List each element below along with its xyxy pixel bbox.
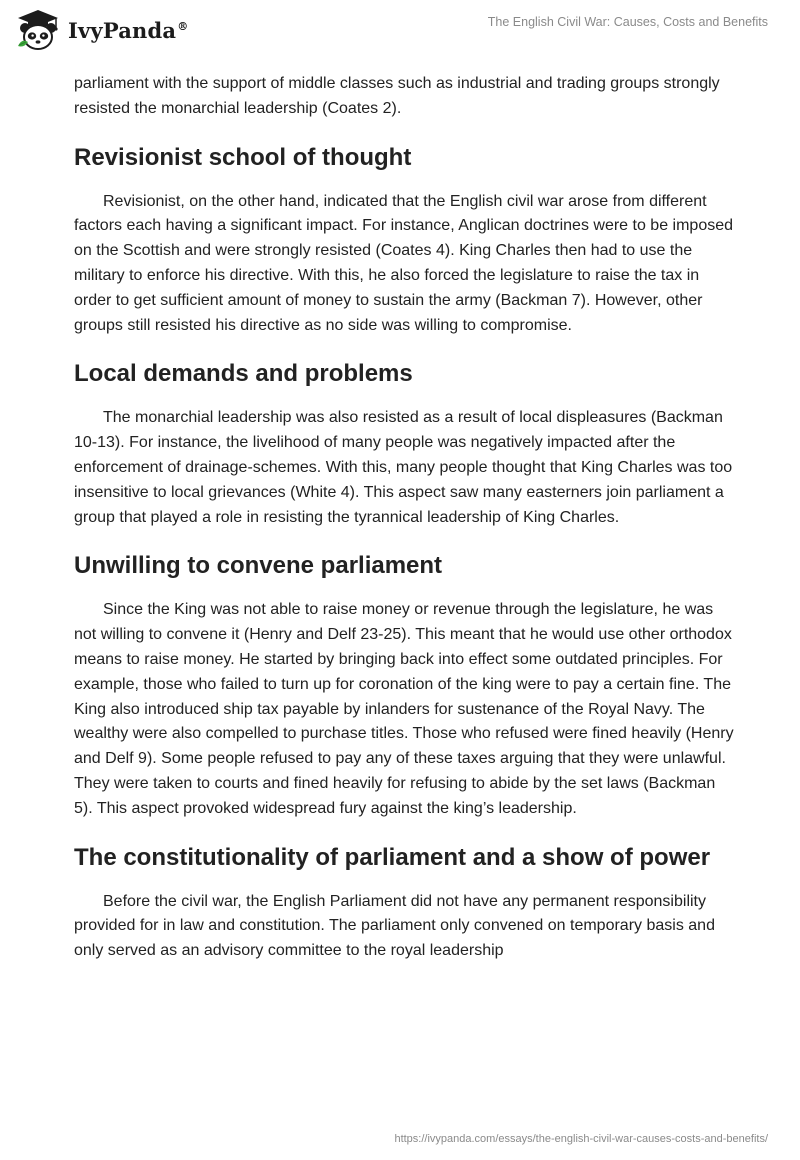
essay-content (74, 72, 734, 964)
document-title: The English Civil War: Causes, Costs and Benefits (487, 15, 768, 29)
section-heading: Local demands and problems (74, 360, 413, 388)
brand-name: IvyPanda® (68, 17, 189, 43)
section-heading: Revisionist school of thought (74, 143, 412, 171)
section-heading: The constitutionality of parliament and a show of power (74, 843, 711, 871)
intro-paragraph: parliament with the support of middle classes such as industrial and trading groups strongly resisted the monarchial leadership (Coates 2). (74, 75, 720, 117)
panda-icon (14, 8, 62, 52)
page-header (0, 0, 800, 60)
section-paragraph: The monarchial leadership was also resisted as a result of local displeasures (Backman 10-13). For instance, the livelihood of many people was negatively impacted after the enforcement of drainage-schemes. With this, many people thought that King Charles was too insensitive to local grievances (White 4). This aspect saw many easterners join parliament a group that played a role in resisting the tyrannical leadership of King Charles. (74, 409, 733, 526)
section-paragraph: Before the civil war, the English Parliament did not have any permanent responsibility provided for in law and constitution. The parliament only convened on temporary basis and only served as an advisory committee to the royal leadership (74, 892, 715, 960)
source-url[interactable]: https://ivypanda.com/essays/the-english-civil-war-causes-costs-and-benefits/ (394, 1133, 768, 1145)
section-paragraph: Revisionist, on the other hand, indicated that the English civil war arose from different factors each having a significant impact. For instance, Anglican doctrines were to be imposed on the Scottish and were strongly resisted (Coates 4). King Charles then had to use the military to enforce his directive. With this, he also forced the legislature to raise the tax in order to get sufficient amount of money to sustain the army (Backman 7). However, other groups still resisted his directive as no side was willing to compromise. (74, 192, 734, 334)
section-paragraph: Since the King was not able to raise money or revenue through the legislature, he was not willing to convene it (Henry and Delf 23-25). This meant that he would use other orthodox means to raise money. He started by bringing back into effect some outdated principles. For example, those who failed to turn up for coronation of the king were to pay a certain fine. The King also introduced ship tax payable by inlanders for sustenance of the Royal Navy. The wealthy were also compelled to purchase titles. Those who refused were fined heavily (Henry and Delf 9). Some people refused to pay any of these taxes arguing that they were unlawful. They were taken to courts and fined heavily for refusing to abide by the set laws (Backman 5). This aspect provoked widespread fury against the king’s leadership. (74, 601, 734, 817)
ivypanda-logo[interactable] (14, 8, 188, 52)
section-heading: Unwilling to convene parliament (74, 552, 443, 580)
